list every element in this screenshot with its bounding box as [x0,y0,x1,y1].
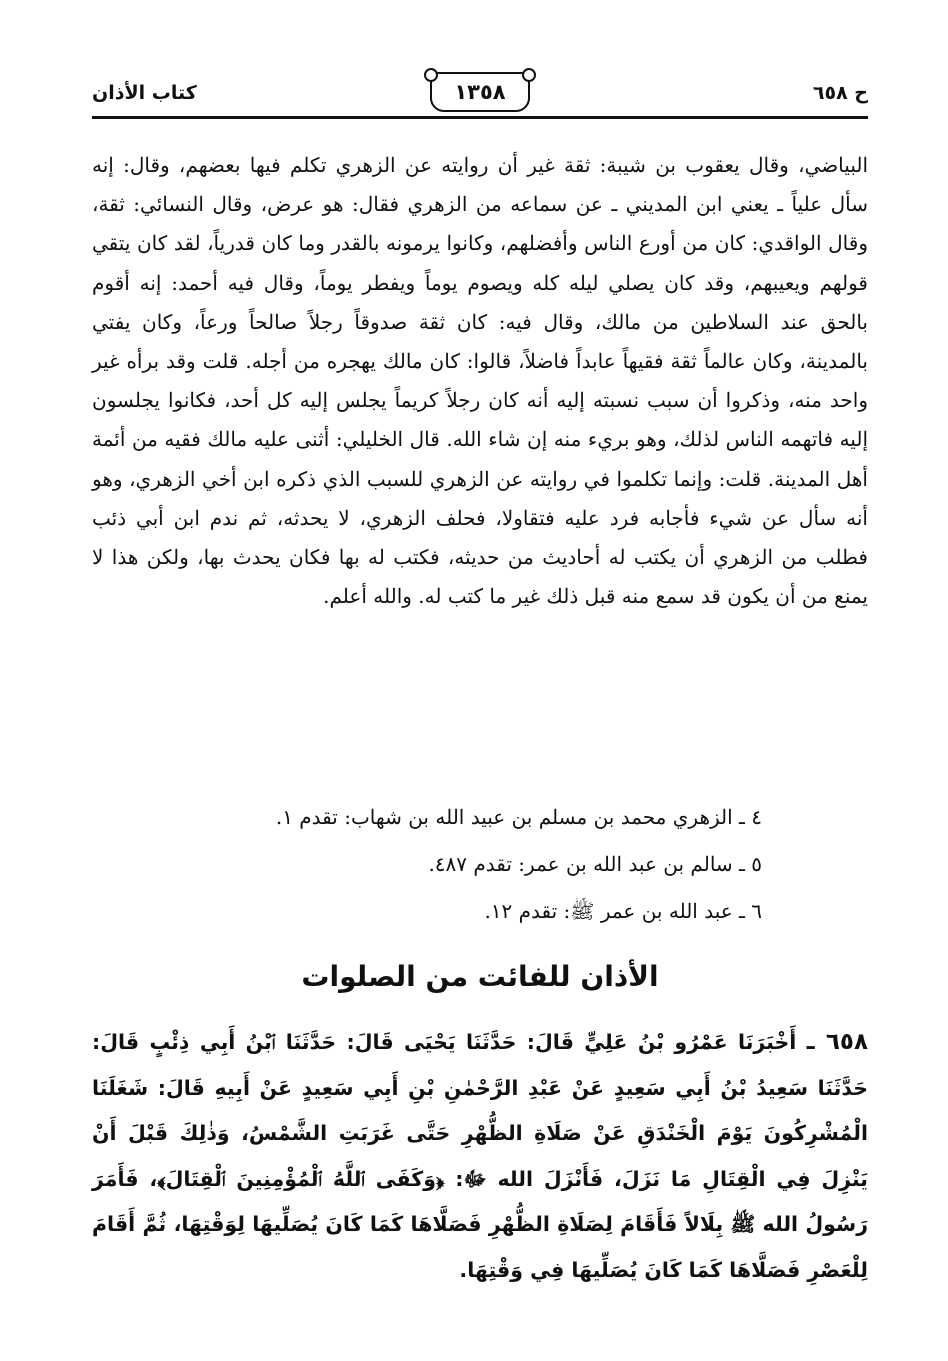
header-rule [92,116,868,119]
narrator-item: ٤ ـ الزهري محمد بن مسلم بن عبيد الله بن شهاب: تقدم ١. [275,805,762,829]
commentary-paragraph: البياضي، وقال يعقوب بن شيبة: ثقة غير أن روايته عن الزهري تكلم فيها بعضهم، وقال: إنه سأل علياً ـ يعني ابن المديني ـ عن سماعه من الزهري فقال: هو عرض، وقال النسائي: ثقة، وقال الواقدي: كان من أورع الناس وأفضلهم، وكانوا يرمونه بالقدر وما كان قدرياً، لقد كان يتقي قولهم ويعيبهم، وقد كان يصلي ليله كله ويصوم يوماً ويفطر يوماً، وقال فيه أحمد: إنه أقوم بالحق عند السلاطين من مالك، وقال فيه: كان ثقة صدوقاً رجلاً صالحاً ورعاً، وكان يفتي بالمدينة، وكان عالماً ثقة فقيهاً عابداً فاضلاً، قالوا: كان مالك يهجره من أجله. قلت وقد برأه غير واحد منه، وذكروا أن سبب نسبته إليه أنه كان رجلاً كريماً يجلس إليه كل أحد، فكانوا يجلسون إليه فاتهمه الناس لذلك، وهو بريء منه إن شاء الله. قال الخليلي: أثنى عليه مالك فقيه من أئمة أهل المدينة. قلت: وإنما تكلموا في روايته عن الزهري للسبب الذي ذكره ابن أخي الزهري، وهو أنه سأل عن شيء فأجابه فرد عليه فتقاولا، فحلف الزهري، لا يحدثه، ثم ندم ابن أبي ذئب فطلب من الزهري أن يكتب له أحاديث من حديثه، فكتب له بها فكان يحدث بها، ولكن هذا لا يمنع من أن يكون قد سمع منه قبل ذلك غير ما كتب له. والله أعلم. [92,153,868,609]
running-header [92,66,868,116]
narrator-item: ٥ ـ سالم بن عبد الله بن عمر: تقدم ٤٨٧. [428,852,762,876]
narrator-list [92,794,762,935]
narrator-item: ٦ ـ عبد الله بن عمر ﷺ: تقدم ١٢. [484,899,762,923]
header-chapter-ref: ح ٦٥٨ [812,82,868,104]
hadith-number: ٦٥٨ ـ [806,1029,868,1055]
header-book-title: كتاب الأذان [92,82,197,104]
page-number: ١٣٥٨ [430,72,530,112]
hadith-block [92,1020,868,1294]
commentary-block [92,146,868,616]
chapter-title: الأذان للفائت من الصلوات [301,960,659,993]
hadith-text: أَخْبَرَنَا عَمْرُو بْنُ عَلِيٍّ قَالَ: حَدَّثَنَا يَحْيَى قَالَ: حَدَّثَنَا ٱبْنُ أَبِي ذِئْبٍ قَالَ: حَدَّثَنَا سَعِيدُ بْنُ أَبِي سَعِيدٍ عَنْ عَبْدِ الرَّحْمٰنِ بْنِ أَبِي سَعِيدٍ عَنْ أَبِيهِ قَالَ: شَغَلَنَا الْمُشْرِكُونَ يَوْمَ الْخَنْدَقِ عَنْ صَلَاةِ الظُّهْرِ حَتَّى غَرَبَتِ الشَّمْسُ، وَذٰلِكَ قَبْلَ أَنْ يَنْزِلَ فِي الْقِتَالِ مَا نَزَلَ، فَأَنْزَلَ الله ﷻ: ﴿وَكَفَى ٱللَّهُ ٱلْمُؤْمِنِينَ ٱلْقِتَالَ﴾، فَأَمَرَ رَسُولُ الله ﷺ بِلَالاً فَأَقَامَ لِصَلَاةِ الظُّهْرِ فَصَلَّاهَا كَمَا كَانَ يُصَلِّيهَا لِوَقْتِهَا، ثُمَّ أَقَامَ لِلْعَصْرِ فَصَلَّاهَا كَمَا كَانَ يُصَلِّيهَا فِي وَقْتِهَا. [92,1030,868,1282]
hadith-paragraph [92,1020,868,1294]
